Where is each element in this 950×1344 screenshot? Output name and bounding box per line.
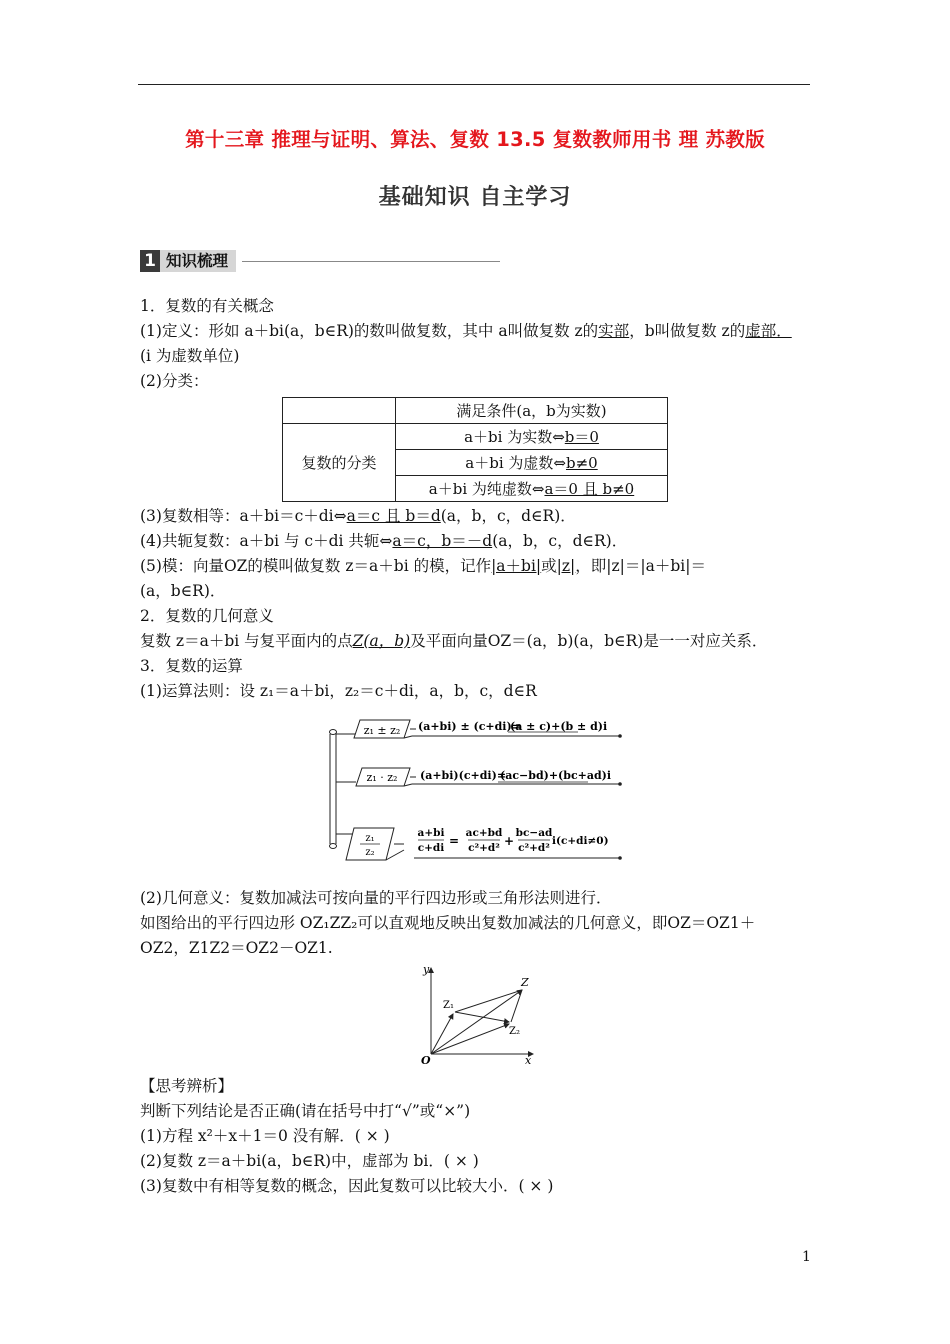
label-x: x bbox=[525, 1054, 532, 1067]
op3-lhs-den: c+di bbox=[417, 842, 445, 854]
op3-equals: = bbox=[448, 834, 460, 848]
operations-diagram bbox=[320, 712, 640, 867]
label-z: Z bbox=[521, 976, 529, 989]
op-divide bbox=[346, 827, 622, 860]
document-title: 第十三章 推理与证明、算法、复数 13.5 复数教师用书 理 苏教版 bbox=[185, 128, 765, 151]
text: (a，b，c，d∈R)． bbox=[440, 507, 576, 525]
text: 复数 z＝a＋bi 与复平面内的点 bbox=[140, 632, 353, 650]
label-z2: Z₂ bbox=[509, 1026, 520, 1037]
question-3: (3)复数中有相等复数的概念，因此复数可以比较大小．( × ) bbox=[140, 1177, 554, 1195]
para-modulus-cont: (a，b∈R)． bbox=[140, 582, 226, 600]
label-z1: Z₁ bbox=[443, 1000, 454, 1011]
edge-z1-z bbox=[455, 990, 522, 1012]
text: (1)定义：形如 a＋bi(a，b∈R)的数叫做复数，其中 a叫做复数 z的 bbox=[140, 322, 599, 340]
text: (5)模：向量OZ的模叫做复数 z＝a＋bi 的模，记作 bbox=[140, 557, 492, 575]
cell-answer: b＝0 bbox=[564, 428, 599, 446]
op1-formula: (a+bi) ± (c+di)= bbox=[418, 720, 521, 733]
parallelogram-figure bbox=[415, 962, 540, 1067]
table-row bbox=[283, 424, 668, 450]
table-cell bbox=[396, 424, 668, 450]
cell-text: a＋bi 为虚数⇔ bbox=[465, 454, 566, 472]
cell-text: a＋bi 为纯虚数⇔ bbox=[428, 480, 545, 498]
para-imag-unit: (i 为虚数单位) bbox=[140, 347, 240, 365]
para-classification: (2)分类： bbox=[140, 372, 209, 390]
answer-equality: a＝c 且 b＝d bbox=[346, 507, 441, 525]
cell-text: a＋bi 为实数⇔ bbox=[464, 428, 565, 446]
text: (4)共轭复数：a＋bi 与 c＋di 共轭⇔ bbox=[140, 532, 393, 550]
op1-label: z₁ ± z₂ bbox=[363, 724, 401, 737]
text: (3)复数相等：a＋bi＝c＋di⇔ bbox=[140, 507, 347, 525]
section-label: 知识梳理 bbox=[160, 250, 236, 272]
section-heading bbox=[140, 250, 500, 272]
op2-result: (ac−bd)+(bc+ad)i bbox=[500, 769, 612, 782]
para-geometry-heading: 2．复数的几何意义 bbox=[140, 607, 274, 625]
text: 或 bbox=[541, 557, 557, 575]
op2-formula: (a+bi)(c+di)= bbox=[420, 769, 507, 782]
op2-label: z₁ · z₂ bbox=[366, 771, 398, 784]
para-geometry bbox=[140, 631, 767, 651]
op3-term1-num: ac+bd bbox=[465, 827, 503, 839]
text: 及平面向量OZ＝(a，b)(a，b∈R)是一一对应关系． bbox=[410, 632, 768, 650]
op3-term1-den: c²+d² bbox=[468, 842, 500, 854]
para-operation-rules: (1)运算法则：设 z₁＝a＋bi，z₂＝c＋di，a，b，c，d∈R bbox=[140, 682, 537, 700]
para-operations-heading: 3．复数的运算 bbox=[140, 657, 243, 675]
table-header: 满足条件(a，b为实数) bbox=[396, 398, 668, 424]
op-multiply bbox=[356, 768, 622, 786]
section-rule bbox=[242, 261, 500, 262]
bracket-bar bbox=[330, 730, 357, 849]
op3-term2-den: c²+d² bbox=[518, 842, 550, 854]
classification-table bbox=[282, 397, 668, 502]
vector-oz1 bbox=[431, 1014, 453, 1054]
para-parallelogram: 如图给出的平行四边形 OZ₁ZZ₂可以直观地反映出复数加减法的几何意义，即OZ＝OZ1＋ bbox=[140, 914, 756, 932]
op3-label-num: z₁ bbox=[365, 833, 375, 844]
op-add-sub bbox=[354, 720, 622, 738]
op3-plus: + bbox=[503, 834, 515, 848]
para-equality bbox=[140, 506, 576, 526]
table-row bbox=[283, 398, 668, 424]
text: ，b叫做复数 z的 bbox=[629, 322, 746, 340]
op3-lhs-num: a+bi bbox=[417, 827, 445, 839]
op1-result: (a ± c)+(b ± d)i bbox=[510, 720, 608, 733]
vector-z1z2 bbox=[455, 1012, 509, 1022]
question-1: (1)方程 x²＋x＋1＝0 没有解．( × ) bbox=[140, 1127, 390, 1145]
answer-modulus-1: |a＋bi| bbox=[491, 557, 542, 575]
label-y: y bbox=[423, 963, 430, 976]
cell-answer: a＝0 且 b≠0 bbox=[544, 480, 635, 498]
table-cell bbox=[396, 476, 668, 502]
op3-label-den: z₂ bbox=[365, 847, 375, 858]
section-title: 基础知识 自主学习 bbox=[378, 185, 572, 210]
top-rule bbox=[138, 84, 810, 85]
cell-answer: b≠0 bbox=[565, 454, 598, 472]
question-2: (2)复数 z＝a＋bi(a，b∈R)中，虚部为 bi．( × ) bbox=[140, 1152, 479, 1170]
label-origin: O bbox=[421, 1054, 431, 1067]
text: ，即|z|＝|a＋bi|＝ bbox=[575, 557, 706, 575]
edge-z2-z bbox=[511, 990, 522, 1022]
text: (a，b，c，d∈R)． bbox=[492, 532, 628, 550]
para-judge-instruction: 判断下列结论是否正确(请在括号中打“√”或“×”) bbox=[140, 1102, 471, 1120]
para-definition bbox=[140, 321, 792, 341]
answer-conjugate: a＝c，b＝－d bbox=[392, 532, 493, 550]
answer-real-part: 实部 bbox=[598, 322, 630, 340]
para-modulus bbox=[140, 556, 706, 576]
para-parallelogram-cont: OZ2，Z1Z2＝OZ2－OZ1. bbox=[140, 939, 333, 957]
vector-oz2 bbox=[431, 1024, 509, 1054]
op3-tail: i(c+di≠0) bbox=[552, 835, 609, 847]
table-cell bbox=[396, 450, 668, 476]
answer-imag-part: 虚部． bbox=[745, 322, 792, 340]
answer-point: Z(a，b) bbox=[352, 632, 411, 650]
table-row-label: 复数的分类 bbox=[283, 424, 396, 502]
para-concepts-heading: 1．复数的有关概念 bbox=[140, 297, 274, 315]
page-number: 1 bbox=[802, 1249, 811, 1265]
para-think-heading: 【思考辨析】 bbox=[140, 1077, 234, 1095]
op3-term2-num: bc−ad bbox=[515, 827, 553, 839]
para-geometric-meaning: (2)几何意义：复数加减法可按向量的平行四边形或三角形法则进行． bbox=[140, 889, 612, 907]
table-cell-empty bbox=[283, 398, 396, 424]
answer-modulus-2: |z| bbox=[556, 557, 576, 575]
para-conjugate bbox=[140, 531, 627, 551]
section-number-badge: 1 bbox=[140, 250, 160, 272]
